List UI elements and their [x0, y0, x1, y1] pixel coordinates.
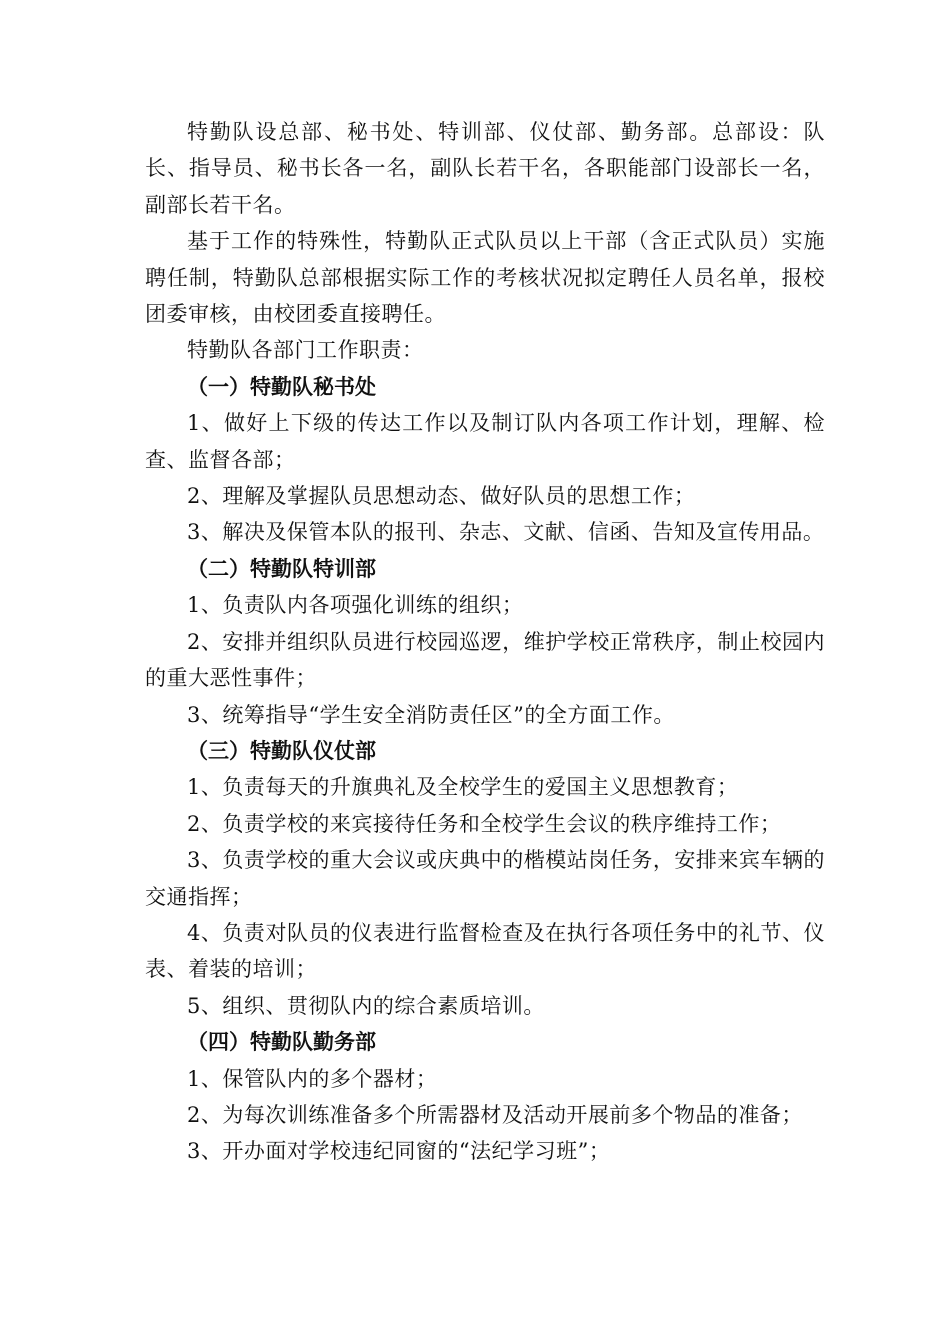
- intro-paragraph-appointment: 基于工作的特殊性，特勤队正式队员以上干部（含正式队员）实施聘任制，特勤队总部根据实际工作的考核状况拟定聘任人员名单，报校团委审核，由校团委直接聘任。: [145, 229, 825, 327]
- intro-paragraph-duties: 特勤队各部门工作职责：: [187, 338, 424, 363]
- section-honor-guard: [145, 733, 825, 1024]
- section-heading: （三）特勤队仪仗部: [187, 738, 376, 763]
- list-item: 5、组织、贯彻队内的综合素质培训。: [187, 993, 545, 1018]
- list-item: 3、开办面对学校违纪同窗的“法纪学习班”；: [187, 1139, 611, 1164]
- section-heading: （二）特勤队特训部: [187, 556, 376, 581]
- section-secretariat: [145, 369, 825, 551]
- list-item: 3、统筹指导“学生安全消防责任区”的全方面工作。: [187, 702, 675, 727]
- section-training: [145, 551, 825, 733]
- list-item: 2、理解及掌握队员思想动态、做好队员的思想工作；: [187, 484, 696, 509]
- section-heading: （一）特勤队秘书处: [187, 374, 376, 399]
- list-item: 3、解决及保管本队的报刊、杂志、文献、信函、告知及宣传用品。: [187, 520, 825, 545]
- section-heading: （四）特勤队勤务部: [187, 1030, 376, 1055]
- intro-paragraph-structure: 特勤队设总部、秘书处、特训部、仪仗部、勤务部。总部设：队长、指导员、秘书长各一名，副队长若干名，各职能部门设部长一名，副部长若干名。: [145, 120, 825, 217]
- list-item: 2、负责学校的来宾接待任务和全校学生会议的秩序维持工作；: [187, 811, 782, 836]
- section-logistics: [145, 1024, 825, 1170]
- list-item: 1、做好上下级的传达工作以及制订队内各项工作计划，理解、检查、监督各部；: [145, 411, 825, 472]
- list-item: 4、负责对队员的仪表进行监督检查及在执行各项任务中的礼节、仪表、着装的培训；: [145, 920, 825, 982]
- list-item: 3、负责学校的重大会议或庆典中的楷模站岗任务，安排来宾车辆的交通指挥；: [145, 848, 825, 909]
- document-body: [145, 114, 825, 1170]
- list-item: 1、保管队内的多个器材；: [187, 1066, 438, 1091]
- list-item: 1、负责每天的升旗典礼及全校学生的爱国主义思想教育；: [187, 775, 739, 800]
- list-item: 2、为每次训练准备多个所需器材及活动开展前多个物品的准备；: [187, 1102, 803, 1127]
- list-item: 1、负责队内各项强化训练的组织；: [187, 593, 524, 618]
- list-item: 2、安排并组织队员进行校园巡逻，维护学校正常秩序，制止校园内的重大恶性事件；: [145, 629, 825, 691]
